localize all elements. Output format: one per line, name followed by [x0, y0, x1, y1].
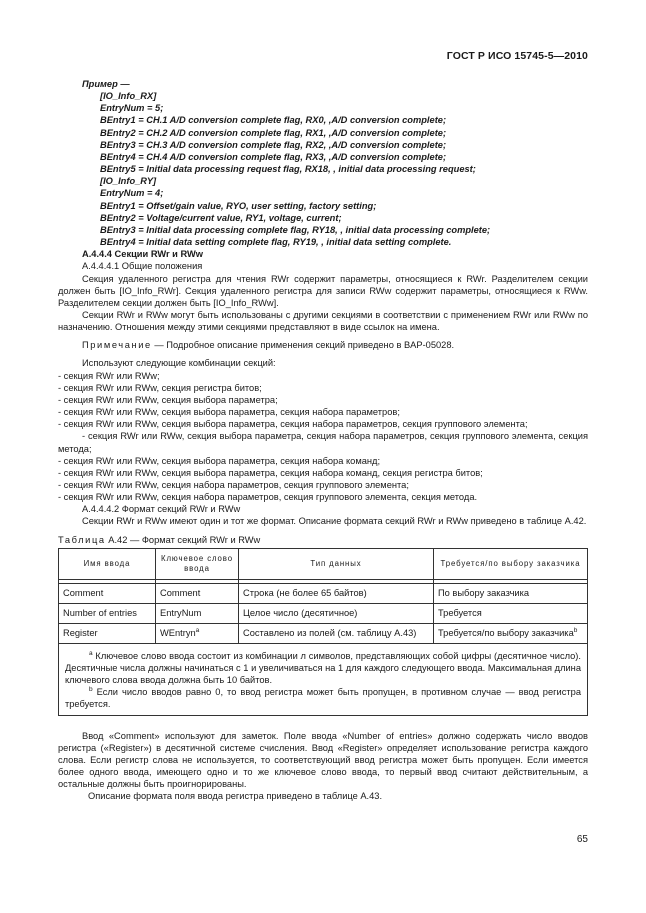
table-cell: Comment — [156, 583, 239, 603]
page-body — [58, 78, 588, 803]
example-line: BEntry2 = Voltage/current value, RY1, voltage, current; — [100, 212, 342, 223]
subsection-heading: A.4.4.4.2 Формат секций RWr и RWw — [82, 504, 241, 515]
running-header: ГОСТ Р ИСО 15745-5—2010 — [446, 50, 588, 62]
list-item: - секция RWr или RWw, секция выбора параметра, секция набора параметров; — [58, 407, 400, 418]
table-cell: Составлено из полей (см. таблицу A.43) — [239, 623, 434, 643]
table-header-cell: Тип данных — [239, 548, 434, 579]
table-caption — [58, 534, 588, 546]
table-cell: Register — [59, 623, 156, 643]
example-line: BEntry5 = Initial data processing request flag, RX18, , initial data processing request; — [100, 164, 476, 175]
note-text: — Подробное описание применения секций приведено в BAP-05028. — [151, 340, 455, 351]
table-footnotes — [59, 643, 588, 715]
format-table — [58, 548, 588, 716]
table-cell: Целое число (десятичное) — [239, 603, 434, 623]
footnote-text: Если число вводов равно 0, то ввод регистра может быть пропущен, в противном случае — ввод регистра требуется. — [65, 687, 581, 710]
table-cell: EntryNum — [156, 603, 239, 623]
note-label: Примечание — [82, 340, 152, 351]
subsection-heading: A.4.4.4.1 Общие положения — [82, 261, 203, 272]
table-row — [59, 583, 588, 603]
example-block — [82, 78, 588, 248]
example-line: EntryNum = 5; — [100, 103, 164, 114]
table-cell: По выбору заказчика — [434, 583, 588, 603]
paragraph: Секции RWr и RWw имеют один и тот же формат. Описание формата секций RWr и RWw приведено в таблице A.42. — [82, 516, 587, 527]
table-row — [59, 603, 588, 623]
section-heading: A.4.4.4 Секции RWr и RWw — [82, 249, 204, 260]
table-header-cell: Ключевое слово ввода — [156, 548, 239, 579]
table-caption-label: Таблица — [58, 534, 106, 545]
paragraph: Используют следующие комбинации секций: — [82, 358, 276, 369]
example-line: EntryNum = 4; — [100, 188, 164, 199]
table-row — [59, 623, 588, 643]
table-caption-text: A.42 — Формат секций RWr и RWw — [105, 534, 261, 545]
example-line: [IO_Info_RY] — [100, 176, 157, 187]
footnote-text: Ключевое слово ввода состоит из комбинации л символов, представляющих собой цифры (десятичное число). Десятичные числа должны начинаться с 1 и увеличиваться на 1 для каждого следующего ввода. Максимальная длина ключевого слова ввода должна быть 10 байтов. — [65, 650, 581, 686]
table-cell: Строка (не более 65 байтов) — [239, 583, 434, 603]
paragraph: Секция удаленного регистра для чтения RWr содержит параметры, относящиеся к RWr. Разделителем секции должен быть [IO_Info_RWr]. Секция удаленного регистра для записи RWw содержит параметры, относящиеся к RWw. Разделителем секции должен быть [IO_Info_RWw]. — [58, 273, 588, 308]
example-line: BEntry2 = CH.2 A/D conversion complete flag, RX1, ,A/D conversion complete; — [100, 127, 447, 138]
cell-text: WEntryn — [160, 628, 196, 639]
table-footnotes-row — [59, 643, 588, 715]
table-cell — [156, 623, 239, 643]
paragraph: Описание формата поля ввода регистра приведено в таблице A.43. — [88, 791, 383, 802]
list-item: - секция RWr или RWw, секция выбора параметра, секция набора параметров, секция группового элемента; — [58, 419, 528, 430]
list-item: - секция RWr или RWw, секция выбора параметра, секция набора параметров, секция группового элемента, секция метода; — [58, 431, 588, 454]
list-item: - секция RWr или RWw, секция набора параметров, секция группового элемента, секция метода. — [58, 492, 478, 503]
example-line: BEntry4 = CH.4 A/D conversion complete flag, RX3, ,A/D conversion complete; — [100, 151, 447, 162]
example-line: [IO_Info_RX] — [100, 91, 157, 102]
paragraph: Секции RWr и RWw могут быть использованы с другими секциями в соответствии с применением RWr или RWw по назначению. Отношения между этими секциями представляют в виде ссылок на имена. — [58, 309, 588, 333]
table-cell: Number of entries — [59, 603, 156, 623]
table-header-row — [59, 548, 588, 579]
table-header-cell: Требуется/по выбору заказчика — [434, 548, 588, 579]
example-line: BEntry4 = Initial data setting complete flag, RY19, , initial data setting complete. — [100, 237, 452, 248]
list-item: - секция RWr или RWw, секция выбора параметра, секция набора команд, секция регистра битов; — [58, 467, 483, 478]
list-item: - секция RWr или RWw, секция выбора параметра, секция набора команд; — [58, 455, 381, 466]
example-line: BEntry3 = Initial data processing complete flag, RY18, , initial data processing complete; — [100, 224, 491, 235]
footnote-mark: b — [89, 686, 93, 694]
footnote — [65, 686, 581, 710]
cell-text: Требуется/по выбору заказчика — [438, 628, 574, 639]
footnote — [65, 650, 581, 686]
example-label: Пример — — [82, 79, 130, 89]
note — [58, 339, 588, 351]
table-cell: Требуется — [434, 603, 588, 623]
footnote-mark: a — [89, 649, 93, 657]
table-cell: Comment — [59, 583, 156, 603]
example-line: BEntry3 = CH.3 A/D conversion complete flag, RX2, ,A/D conversion complete; — [100, 139, 447, 150]
page-number: 65 — [576, 834, 588, 845]
footnote-ref: b — [573, 627, 578, 635]
paragraph: Ввод «Comment» используют для заметок. Поле ввода «Number of entries» должно содержать число вводов регистра («Register») в десятичной системе счисления. Ввод «Register» определяет использование регистра каждого слова. Если регистр слова не используется, то соответствующий ввод регистра может быть пропущен. Если имеется более одного ввода, имеющего одно и то же ключевое слово ввода, то первый ввод считают действительным, а остальные должны быть проигнорированы. — [58, 730, 588, 790]
table-header-cell: Имя ввода — [59, 548, 156, 579]
footnote-ref: a — [195, 627, 200, 635]
list-item: - секция RWr или RWw, секция набора параметров, секция группового элемента; — [58, 480, 409, 490]
list-item: - секция RWr или RWw, секция регистра битов; — [58, 382, 262, 393]
list-item: - секция RWr или RWw; — [58, 370, 160, 381]
list-item: - секция RWr или RWw, секция выбора параметра; — [58, 394, 278, 405]
example-line: BEntry1 = CH.1 A/D conversion complete flag, RX0, ,A/D conversion complete; — [100, 115, 447, 126]
table-cell — [434, 623, 588, 643]
example-line: BEntry1 = Offset/gain value, RYO, user setting, factory setting; — [100, 200, 377, 211]
